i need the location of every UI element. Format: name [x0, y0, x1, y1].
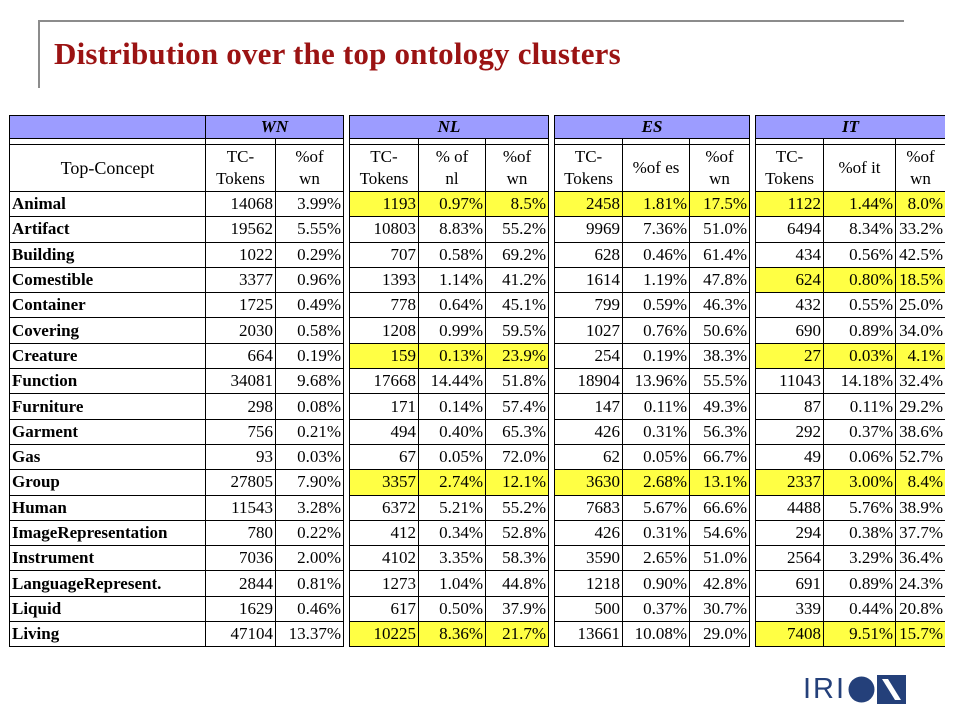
value-cell-es: 0.90%	[623, 571, 690, 596]
value-cell-wn: 0.03%	[276, 444, 344, 469]
value-cell-nl: 59.5%	[486, 318, 549, 343]
value-cell-wn: 0.81%	[276, 571, 344, 596]
table-row	[10, 318, 946, 343]
table-row	[10, 293, 946, 318]
concept-cell: Creature	[10, 343, 206, 368]
value-cell-es: 17.5%	[690, 192, 750, 217]
concept-cell: Animal	[10, 192, 206, 217]
value-cell-es: 13.96%	[623, 369, 690, 394]
value-cell-it: 32.4%	[896, 369, 945, 394]
value-cell-it: 294	[756, 520, 824, 545]
value-cell-it: 3.29%	[824, 546, 896, 571]
value-cell-es: 50.6%	[690, 318, 750, 343]
value-cell-nl: 57.4%	[486, 394, 549, 419]
value-cell-es: 13.1%	[690, 470, 750, 495]
value-cell-wn: 5.55%	[276, 217, 344, 242]
distribution-table-wrapper	[9, 115, 945, 651]
value-cell-it: 52.7%	[896, 444, 945, 469]
table-row	[10, 495, 946, 520]
value-cell-es: 0.46%	[623, 242, 690, 267]
value-cell-nl: 0.50%	[419, 596, 486, 621]
logo-n-icon	[877, 675, 906, 704]
value-cell-nl: 0.14%	[419, 394, 486, 419]
value-cell-nl: 17668	[350, 369, 419, 394]
value-cell-nl: 72.0%	[486, 444, 549, 469]
concept-cell: Living	[10, 622, 206, 647]
value-cell-nl: 1.14%	[419, 267, 486, 292]
value-cell-es: 56.3%	[690, 419, 750, 444]
value-cell-wn: 34081	[206, 369, 276, 394]
concept-cell: ImageRepresentation	[10, 520, 206, 545]
value-cell-es: 51.0%	[690, 217, 750, 242]
table-row	[10, 596, 946, 621]
group-header-row	[10, 116, 946, 139]
concept-cell: Gas	[10, 444, 206, 469]
column-header: %of es	[623, 145, 690, 192]
value-cell-es: 30.7%	[690, 596, 750, 621]
value-cell-it: 0.06%	[824, 444, 896, 469]
value-cell-es: 0.19%	[623, 343, 690, 368]
value-cell-wn: 0.58%	[276, 318, 344, 343]
value-cell-nl: 1193	[350, 192, 419, 217]
value-cell-it: 24.3%	[896, 571, 945, 596]
value-cell-es: 0.76%	[623, 318, 690, 343]
value-cell-es: 426	[555, 419, 623, 444]
value-cell-es: 799	[555, 293, 623, 318]
column-header: %of wn	[276, 145, 344, 192]
value-cell-es: 10.08%	[623, 622, 690, 647]
value-cell-es: 5.67%	[623, 495, 690, 520]
concept-cell: Instrument	[10, 546, 206, 571]
value-cell-it: 690	[756, 318, 824, 343]
column-header: %of wn	[486, 145, 549, 192]
value-cell-nl: 3.35%	[419, 546, 486, 571]
value-cell-it: 20.8%	[896, 596, 945, 621]
value-cell-it: 14.18%	[824, 369, 896, 394]
value-cell-it: 0.03%	[824, 343, 896, 368]
column-header: %of it	[824, 145, 896, 192]
value-cell-it: 434	[756, 242, 824, 267]
value-cell-nl: 494	[350, 419, 419, 444]
value-cell-es: 66.7%	[690, 444, 750, 469]
value-cell-it: 6494	[756, 217, 824, 242]
slide-title: Distribution over the top ontology clusters	[54, 36, 621, 71]
value-cell-es: 61.4%	[690, 242, 750, 267]
value-cell-wn: 1022	[206, 242, 276, 267]
value-cell-nl: 617	[350, 596, 419, 621]
value-cell-nl: 6372	[350, 495, 419, 520]
value-cell-wn: 0.29%	[276, 242, 344, 267]
value-cell-wn: 0.21%	[276, 419, 344, 444]
value-cell-it: 11043	[756, 369, 824, 394]
value-cell-wn: 11543	[206, 495, 276, 520]
value-cell-es: 46.3%	[690, 293, 750, 318]
value-cell-nl: 707	[350, 242, 419, 267]
table-row	[10, 520, 946, 545]
concept-cell: Garment	[10, 419, 206, 444]
concept-cell: Human	[10, 495, 206, 520]
value-cell-es: 147	[555, 394, 623, 419]
irion-logo	[803, 674, 906, 704]
table-row	[10, 369, 946, 394]
value-cell-wn: 0.22%	[276, 520, 344, 545]
value-cell-it: 691	[756, 571, 824, 596]
concept-cell: Group	[10, 470, 206, 495]
value-cell-it: 49	[756, 444, 824, 469]
value-cell-es: 0.05%	[623, 444, 690, 469]
group-header-it: IT	[756, 116, 945, 139]
value-cell-it: 0.56%	[824, 242, 896, 267]
value-cell-nl: 4102	[350, 546, 419, 571]
value-cell-it: 4.1%	[896, 343, 945, 368]
value-cell-nl: 52.8%	[486, 520, 549, 545]
value-cell-es: 0.31%	[623, 419, 690, 444]
value-cell-wn: 2.00%	[276, 546, 344, 571]
group-header-es: ES	[555, 116, 750, 139]
value-cell-es: 13661	[555, 622, 623, 647]
value-cell-it: 0.37%	[824, 419, 896, 444]
value-cell-nl: 778	[350, 293, 419, 318]
table-row	[10, 267, 946, 292]
value-cell-it: 2337	[756, 470, 824, 495]
value-cell-it: 42.5%	[896, 242, 945, 267]
value-cell-it: 8.34%	[824, 217, 896, 242]
table-row	[10, 343, 946, 368]
value-cell-nl: 12.1%	[486, 470, 549, 495]
value-cell-es: 1.81%	[623, 192, 690, 217]
value-cell-wn: 0.46%	[276, 596, 344, 621]
value-cell-nl: 8.5%	[486, 192, 549, 217]
value-cell-wn: 3377	[206, 267, 276, 292]
value-cell-it: 38.9%	[896, 495, 945, 520]
value-cell-es: 9969	[555, 217, 623, 242]
value-cell-it: 9.51%	[824, 622, 896, 647]
concept-cell: Container	[10, 293, 206, 318]
value-cell-nl: 51.8%	[486, 369, 549, 394]
value-cell-es: 38.3%	[690, 343, 750, 368]
group-band-empty	[10, 116, 206, 139]
value-cell-es: 29.0%	[690, 622, 750, 647]
value-cell-it: 15.7%	[896, 622, 945, 647]
value-cell-es: 49.3%	[690, 394, 750, 419]
value-cell-nl: 10225	[350, 622, 419, 647]
value-cell-nl: 65.3%	[486, 419, 549, 444]
value-cell-it: 339	[756, 596, 824, 621]
value-cell-nl: 55.2%	[486, 495, 549, 520]
value-cell-es: 2.65%	[623, 546, 690, 571]
concept-cell: Furniture	[10, 394, 206, 419]
value-cell-nl: 14.44%	[419, 369, 486, 394]
value-cell-es: 42.8%	[690, 571, 750, 596]
value-cell-nl: 2.74%	[419, 470, 486, 495]
value-cell-wn: 3.99%	[276, 192, 344, 217]
table-row	[10, 444, 946, 469]
column-header: TC- Tokens	[756, 145, 824, 192]
concept-cell: Function	[10, 369, 206, 394]
value-cell-es: 7683	[555, 495, 623, 520]
value-cell-es: 3590	[555, 546, 623, 571]
value-cell-wn: 1629	[206, 596, 276, 621]
value-cell-es: 0.37%	[623, 596, 690, 621]
value-cell-it: 0.80%	[824, 267, 896, 292]
concept-cell: Liquid	[10, 596, 206, 621]
value-cell-wn: 14068	[206, 192, 276, 217]
concept-cell: Building	[10, 242, 206, 267]
value-cell-wn: 298	[206, 394, 276, 419]
value-cell-nl: 55.2%	[486, 217, 549, 242]
value-cell-nl: 67	[350, 444, 419, 469]
value-cell-wn: 780	[206, 520, 276, 545]
value-cell-it: 3.00%	[824, 470, 896, 495]
value-cell-nl: 0.13%	[419, 343, 486, 368]
value-cell-it: 432	[756, 293, 824, 318]
value-cell-nl: 8.36%	[419, 622, 486, 647]
value-cell-es: 426	[555, 520, 623, 545]
value-cell-es: 2.68%	[623, 470, 690, 495]
value-cell-nl: 0.34%	[419, 520, 486, 545]
value-cell-nl: 171	[350, 394, 419, 419]
distribution-table	[9, 115, 945, 647]
value-cell-wn: 13.37%	[276, 622, 344, 647]
value-cell-wn: 47104	[206, 622, 276, 647]
table-row	[10, 394, 946, 419]
value-cell-it: 0.44%	[824, 596, 896, 621]
table-row	[10, 571, 946, 596]
value-cell-wn: 3.28%	[276, 495, 344, 520]
value-cell-it: 25.0%	[896, 293, 945, 318]
value-cell-es: 55.5%	[690, 369, 750, 394]
value-cell-es: 1614	[555, 267, 623, 292]
value-cell-nl: 1.04%	[419, 571, 486, 596]
value-cell-nl: 23.9%	[486, 343, 549, 368]
value-cell-it: 38.6%	[896, 419, 945, 444]
value-cell-it: 18.5%	[896, 267, 945, 292]
value-cell-nl: 69.2%	[486, 242, 549, 267]
value-cell-wn: 0.19%	[276, 343, 344, 368]
concept-cell: Covering	[10, 318, 206, 343]
value-cell-it: 0.38%	[824, 520, 896, 545]
value-cell-nl: 45.1%	[486, 293, 549, 318]
value-cell-wn: 9.68%	[276, 369, 344, 394]
value-cell-es: 1.19%	[623, 267, 690, 292]
concept-cell: Comestible	[10, 267, 206, 292]
table-row	[10, 546, 946, 571]
value-cell-it: 4488	[756, 495, 824, 520]
value-cell-it: 87	[756, 394, 824, 419]
value-cell-it: 624	[756, 267, 824, 292]
column-header: % of nl	[419, 145, 486, 192]
value-cell-nl: 1273	[350, 571, 419, 596]
value-cell-wn: 0.08%	[276, 394, 344, 419]
value-cell-nl: 1208	[350, 318, 419, 343]
value-cell-es: 62	[555, 444, 623, 469]
value-cell-wn: 756	[206, 419, 276, 444]
value-cell-wn: 7036	[206, 546, 276, 571]
value-cell-es: 3630	[555, 470, 623, 495]
table-row	[10, 192, 946, 217]
value-cell-wn: 2844	[206, 571, 276, 596]
value-cell-es: 0.59%	[623, 293, 690, 318]
value-cell-wn: 664	[206, 343, 276, 368]
concept-cell: Artifact	[10, 217, 206, 242]
value-cell-nl: 159	[350, 343, 419, 368]
value-cell-nl: 0.64%	[419, 293, 486, 318]
value-cell-it: 36.4%	[896, 546, 945, 571]
value-cell-es: 1218	[555, 571, 623, 596]
value-cell-es: 7.36%	[623, 217, 690, 242]
group-header-nl: NL	[350, 116, 549, 139]
value-cell-es: 628	[555, 242, 623, 267]
value-cell-nl: 0.99%	[419, 318, 486, 343]
value-cell-nl: 44.8%	[486, 571, 549, 596]
value-cell-nl: 37.9%	[486, 596, 549, 621]
value-cell-nl: 0.97%	[419, 192, 486, 217]
value-cell-nl: 0.40%	[419, 419, 486, 444]
value-cell-it: 2564	[756, 546, 824, 571]
value-cell-it: 37.7%	[896, 520, 945, 545]
value-cell-es: 51.0%	[690, 546, 750, 571]
value-cell-it: 0.55%	[824, 293, 896, 318]
value-cell-wn: 19562	[206, 217, 276, 242]
value-cell-nl: 41.2%	[486, 267, 549, 292]
value-cell-nl: 412	[350, 520, 419, 545]
column-header: %of wn	[896, 145, 945, 192]
value-cell-wn: 2030	[206, 318, 276, 343]
value-cell-it: 33.2%	[896, 217, 945, 242]
value-cell-it: 1.44%	[824, 192, 896, 217]
table-row	[10, 242, 946, 267]
value-cell-es: 500	[555, 596, 623, 621]
table-row	[10, 622, 946, 647]
value-cell-es: 66.6%	[690, 495, 750, 520]
value-cell-es: 0.31%	[623, 520, 690, 545]
value-cell-es: 0.11%	[623, 394, 690, 419]
value-cell-es: 1027	[555, 318, 623, 343]
logo-o-icon	[847, 675, 876, 704]
value-cell-it: 5.76%	[824, 495, 896, 520]
value-cell-it: 0.11%	[824, 394, 896, 419]
group-header-wn: WN	[206, 116, 344, 139]
value-cell-it: 0.89%	[824, 318, 896, 343]
column-header-row	[10, 145, 946, 192]
value-cell-it: 7408	[756, 622, 824, 647]
table-row	[10, 419, 946, 444]
value-cell-it: 1122	[756, 192, 824, 217]
table-row	[10, 217, 946, 242]
column-header: Top-Concept	[10, 145, 206, 192]
logo-text: IRI	[803, 673, 847, 705]
value-cell-wn: 27805	[206, 470, 276, 495]
column-header: TC- Tokens	[206, 145, 276, 192]
value-cell-nl: 3357	[350, 470, 419, 495]
value-cell-wn: 93	[206, 444, 276, 469]
value-cell-it: 0.89%	[824, 571, 896, 596]
value-cell-wn: 0.49%	[276, 293, 344, 318]
value-cell-it: 27	[756, 343, 824, 368]
value-cell-it: 34.0%	[896, 318, 945, 343]
value-cell-nl: 0.05%	[419, 444, 486, 469]
value-cell-wn: 0.96%	[276, 267, 344, 292]
value-cell-it: 8.0%	[896, 192, 945, 217]
value-cell-nl: 58.3%	[486, 546, 549, 571]
value-cell-es: 2458	[555, 192, 623, 217]
concept-cell: LanguageRepresent.	[10, 571, 206, 596]
value-cell-nl: 5.21%	[419, 495, 486, 520]
left-rule	[38, 20, 40, 88]
value-cell-es: 54.6%	[690, 520, 750, 545]
value-cell-nl: 1393	[350, 267, 419, 292]
value-cell-nl: 8.83%	[419, 217, 486, 242]
table-row	[10, 470, 946, 495]
value-cell-nl: 10803	[350, 217, 419, 242]
column-header: TC- Tokens	[350, 145, 419, 192]
value-cell-it: 8.4%	[896, 470, 945, 495]
value-cell-es: 254	[555, 343, 623, 368]
column-header: %of wn	[690, 145, 750, 192]
value-cell-nl: 0.58%	[419, 242, 486, 267]
value-cell-it: 29.2%	[896, 394, 945, 419]
column-header: TC- Tokens	[555, 145, 623, 192]
value-cell-it: 292	[756, 419, 824, 444]
value-cell-wn: 1725	[206, 293, 276, 318]
value-cell-wn: 7.90%	[276, 470, 344, 495]
value-cell-es: 18904	[555, 369, 623, 394]
value-cell-es: 47.8%	[690, 267, 750, 292]
top-rule	[38, 20, 904, 22]
value-cell-nl: 21.7%	[486, 622, 549, 647]
